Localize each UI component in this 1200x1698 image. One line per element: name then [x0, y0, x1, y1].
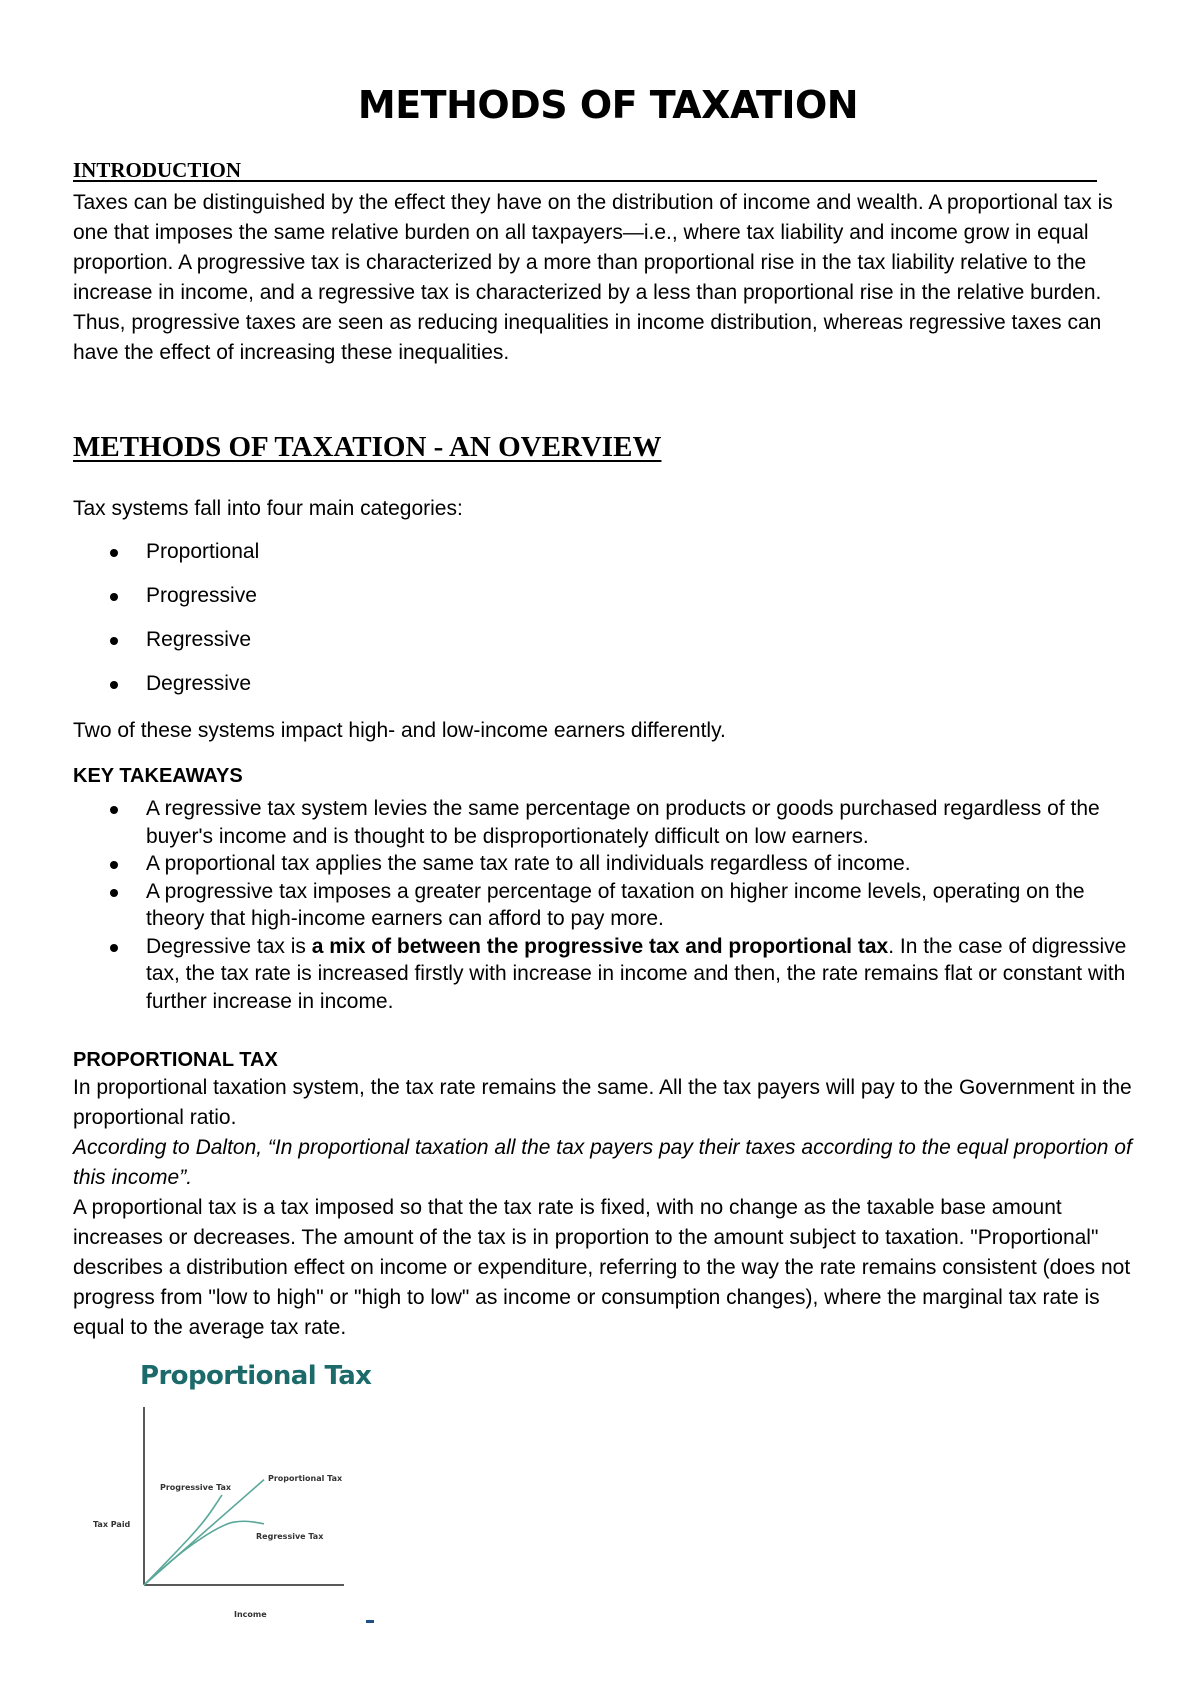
introduction-heading: INTRODUCTION: [73, 158, 1097, 182]
bullet-icon: [110, 593, 118, 601]
list-item: Progressive: [73, 581, 259, 625]
proportional-tax-paragraph: In proportional taxation system, the tax rate remains the same. All the tax payers will pay to the Government in the proportional ratio.: [73, 1076, 1132, 1129]
bullet-icon: [110, 549, 118, 557]
y-axis-label: Tax Paid: [93, 1520, 131, 1529]
chart-title: Proportional Tax: [140, 1361, 372, 1391]
bullet-icon: [110, 889, 118, 897]
series-label-progressive: Progressive Tax: [160, 1482, 232, 1492]
proportional-tax-definition: A proportional tax is a tax imposed so that the tax rate is fixed, with no change as the taxable base amount increases or decreases. The amount of the tax is in proportion to the amount subject to taxation. "Proportional" describes a distribution effect on income or expenditure, referring to the way the rate remains consistent (does not progress from "low to high" or "high to low" as income or consumption changes), where the marginal tax rate is equal to the average tax rate.: [73, 1196, 1131, 1339]
overview-heading: METHODS OF TAXATION - AN OVERVIEW: [73, 431, 662, 463]
page-mark: [366, 1620, 374, 1623]
list-item: Degressive tax is a mix of between the progressive tax and proportional tax. In the case of digressive tax, the tax rate is increased firstly with increase in income and then, the rate remains flat or constant with further increase in income.: [73, 933, 1143, 1016]
list-item: Proportional: [73, 537, 259, 581]
regressive-tax-line: [144, 1521, 264, 1585]
page-title: METHODS OF TAXATION: [357, 83, 859, 127]
list-item: A proportional tax applies the same tax rate to all individuals regardless of income.: [73, 850, 1143, 878]
category-list: [73, 537, 259, 713]
overview-note: Two of these systems impact high- and low-income earners differently.: [73, 719, 726, 742]
bullet-icon: [110, 861, 118, 869]
proportional-tax-chart: [85, 1360, 372, 1640]
series-label-regressive: Regressive Tax: [256, 1531, 324, 1541]
list-item: Degressive: [73, 669, 259, 713]
list-item: A progressive tax imposes a greater percentage of taxation on higher income levels, operating on the theory that high-income earners can afford to pay more.: [73, 878, 1143, 933]
series-label-proportional: Proportional Tax: [268, 1473, 343, 1483]
list-item: Regressive: [73, 625, 259, 669]
overview-lead: Tax systems fall into four main categories:: [73, 497, 463, 520]
bullet-icon: [110, 637, 118, 645]
introduction-body: [73, 188, 1143, 368]
bullet-icon: [110, 806, 118, 814]
chart-plot: [85, 1360, 365, 1640]
key-takeaways-heading: KEY TAKEAWAYS: [73, 765, 243, 787]
bullet-icon: [110, 944, 118, 952]
bullet-icon: [110, 681, 118, 689]
key-takeaways-list: [73, 795, 1143, 1015]
dalton-quote: According to Dalton, “In proportional taxation all the tax payers pay their taxes according to the equal proportion of this income”.: [73, 1136, 1132, 1189]
proportional-tax-heading: PROPORTIONAL TAX: [73, 1049, 278, 1071]
introduction-paragraph: Taxes can be distinguished by the effect they have on the distribution of income and wealth. A proportional tax is one that imposes the same relative burden on all taxpayers—i.e., where tax liability and income grow in equal proportion. A progressive tax is characterized by a more than proportional rise in the tax liability relative to the increase in income, and a regressive tax is characterized by a less than proportional rise in the relative burden. Thus, progressive taxes are seen as reducing inequalities in income distribution, whereas regressive taxes can have the effect of increasing these inequalities.: [73, 191, 1113, 364]
progressive-tax-line: [144, 1495, 222, 1585]
x-axis-label: Income: [234, 1610, 267, 1619]
list-item: A regressive tax system levies the same percentage on products or goods purchased regardless of the buyer's income and is thought to be disproportionately difficult on low earners.: [73, 795, 1143, 850]
proportional-tax-body: [73, 1073, 1143, 1343]
